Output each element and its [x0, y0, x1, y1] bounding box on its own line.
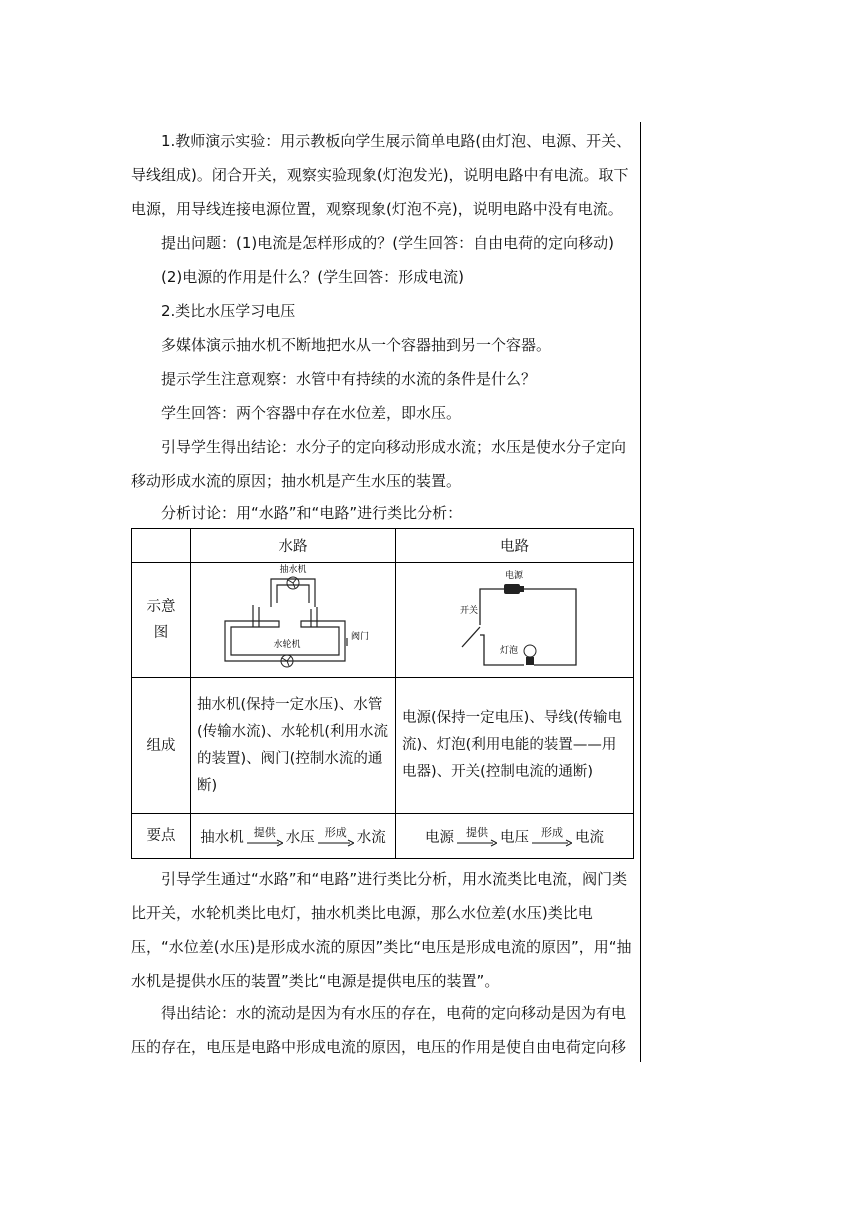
- electric-circuit-diagram: [396, 563, 634, 678]
- arrow-provide: 提供: [457, 827, 497, 847]
- circuit-diagram-svg: [450, 563, 580, 673]
- paragraph-multimedia: 多媒体演示抽水机不断地把水从一个容器抽到另一个容器。: [161, 336, 552, 354]
- turbine-label: 水轮机: [273, 640, 301, 650]
- header-water: 水路: [191, 529, 396, 563]
- flow-item: 抽水机: [200, 829, 244, 846]
- valve-label: 阀门: [351, 632, 370, 642]
- page-margin-rule: [640, 122, 641, 1062]
- paragraph-conclusion-water: 引导学生得出结论：水分子的定向移动形成水流；水压是使水分子定向移动形成水流的原因；抽水机是产生水压的装置。: [131, 438, 627, 490]
- header-circuit: 电路: [396, 529, 634, 563]
- paragraph-analogy: 引导学生通过“水路”和“电路”进行类比分析，用水流类比电流，阀门类比开关，水轮机类比电灯，抽水机类比电源，那么水位差(水压)类比电压，“水位差(水压)是形成水流的原因”类比“电压是形成电流的原因”，用“抽水机是提供水压的装置”类比“电源是提供电压的装置”。: [131, 870, 632, 990]
- analogy-table: [131, 528, 634, 859]
- paragraph-question-2: (2)电源的作用是什么？(学生回答：形成电流): [161, 268, 464, 286]
- row-label-key: 要点: [132, 814, 191, 859]
- water-components: 抽水机(保持一定水压)、水管(传输水流)、水轮机(利用水流的装置)、阀门(控制水流的通断): [191, 678, 396, 814]
- battery-icon: [504, 584, 524, 594]
- flow-item: 电流: [575, 829, 604, 846]
- table-corner: [132, 529, 191, 563]
- paragraph-answer: 学生回答：两个容器中存在水位差，即水压。: [161, 404, 462, 422]
- water-circuit-diagram: [191, 563, 396, 678]
- paragraph-question-1: 提出问题：(1)电流是怎样形成的？(学生回答：自由电荷的定向移动): [161, 234, 614, 252]
- switch-label: 开关: [459, 606, 478, 616]
- arrow-provide: 提供: [247, 827, 283, 847]
- flow-item: 水流: [356, 829, 386, 846]
- flow-item: 电源: [425, 829, 454, 846]
- paragraph-analysis: 分析讨论：用“水路”和“电路”进行类比分析：: [161, 504, 463, 522]
- flow-item: 电压: [500, 829, 529, 846]
- pump-label: 抽水机: [279, 565, 307, 575]
- paragraph-prompt: 提示学生注意观察：水管中有持续的水流的条件是什么？: [161, 370, 537, 388]
- paragraph-demo: 1.教师演示实验：用示教板向学生展示简单电路(由灯泡、电源、开关、导线组成)。闭合开关，观察实验现象(灯泡发光)，说明电路中有电流。取下电源，用导线连接电源位置，观察现象(灯泡不亮)，说明电路中没有电流。: [131, 132, 632, 218]
- arrow-form: 形成: [532, 827, 572, 847]
- arrow-form: 形成: [318, 827, 354, 847]
- row-label-diagram: 示意图: [132, 563, 191, 678]
- circuit-key-flow: [396, 814, 634, 859]
- row-label-components: 组成: [132, 678, 191, 814]
- section-heading: 2.类比水压学习电压: [161, 302, 296, 320]
- bulb-label: 灯泡: [499, 646, 518, 656]
- bulb-icon: [524, 645, 536, 665]
- source-label: 电源: [504, 571, 523, 581]
- water-key-flow: [191, 814, 396, 859]
- flow-item: 水压: [285, 829, 315, 846]
- paragraph-final-conclusion: 得出结论：水的流动是因为有水压的存在，电荷的定向移动是因为有电压的存在，电压是电路中形成电流的原因，电压的作用是使自由电荷定向移: [131, 1004, 627, 1056]
- water-diagram-svg: [213, 563, 373, 673]
- circuit-components: 电源(保持一定电压)、导线(传输电流)、灯泡(利用电能的装置——用电器)、开关(控制电流的通断): [396, 678, 634, 814]
